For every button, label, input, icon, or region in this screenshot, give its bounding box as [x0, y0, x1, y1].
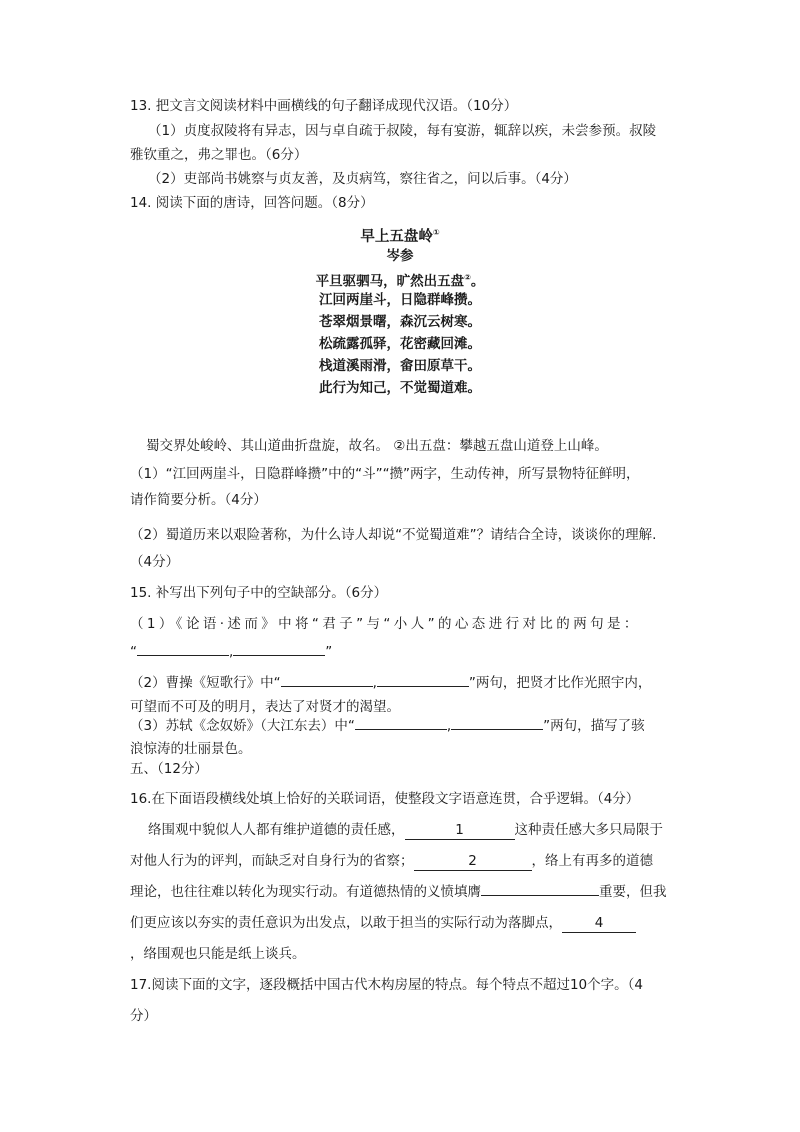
q16-para-line5: ，络围观也只能是纸上谈兵。: [130, 946, 306, 962]
poem-author: 岑参: [386, 248, 414, 264]
blank-16-3[interactable]: [481, 895, 599, 896]
q14-stem: 14. 阅读下面的唐诗，回答问题。（8分）: [130, 195, 374, 211]
q13-item2: （2）吏部尚书姚察与贞友善，及贞病笃，察往省之，问以后事。（4分）: [148, 171, 577, 187]
blank-15-1a[interactable]: [137, 655, 229, 656]
q16-para-line4: 们更应该以夯实的责任意识为出发点，以敢于担当的实际行动为落脚点， 4: [130, 913, 636, 933]
q15-item1: （1）《论语·述而》中将“君子”与“小人”的心态进行对比的两句是：: [130, 616, 641, 632]
poem-line-3: 苍翠烟景曙，森沉云树寒。: [319, 314, 481, 330]
poem-title: 早上五盘岭①: [360, 228, 440, 245]
q15-item1-blanks: “ , ”: [130, 644, 333, 660]
q13-stem: 13. 把文言文阅读材料中画横线的句子翻译成现代汉语。（10分）: [130, 98, 518, 114]
q16-para-line2: 对他人行为的评判，而缺乏对自身行为的省察； 2 ，络上有再多的道德: [130, 853, 653, 869]
poem-line-1: 平旦驱驷马，旷然出五盘②。: [315, 273, 485, 290]
blank-15-2b[interactable]: [377, 686, 469, 687]
blank-16-1[interactable]: 1: [405, 822, 515, 840]
q13-item1-line1: （1）贞度叔陵将有异志，因与卓自疏于叔陵，每有宴游，辄辞以疾，未尝参预。叔陵: [148, 123, 657, 139]
q14-sub2-line2: （4分）: [130, 554, 180, 570]
q15-stem: 15. 补写出下列句子中的空缺部分。（6分）: [130, 585, 388, 601]
q17-stem: 17.阅读下面的文字，逐段概括中国古代木构房屋的特点。每个特点不超过10个字。（4: [130, 977, 643, 993]
poem-footnote: 蜀交界处峻岭、其山道曲折盘旋，故名。 ②出五盘：攀越五盘山道登上山峰。: [146, 438, 608, 454]
q16-stem: 16.在下面语段横线处填上恰好的关联词语，使整段文字语意连贯，合乎逻辑。（4分）: [130, 791, 640, 807]
section-5-heading: 五、（12分）: [130, 761, 208, 777]
blank-16-4[interactable]: 4: [562, 915, 636, 933]
q15-item3-line2: 浪惊涛的壮丽景色。: [130, 741, 252, 757]
blank-15-3a[interactable]: [355, 729, 447, 730]
q14-sub1-line2: 请作简要分析。（4分）: [130, 492, 267, 508]
q14-sub2-line1: （2）蜀道历来以艰险著称，为什么诗人却说“不觉蜀道难”？请结合全诗，谈谈你的理解.: [130, 527, 657, 543]
poem-line-4: 松疏露孤驿，花密藏回滩。: [319, 336, 481, 352]
footnote-mark-1: ①: [432, 228, 440, 237]
poem-line-5: 栈道溪雨滑，畲田原草干。: [319, 358, 481, 374]
blank-15-1b[interactable]: [233, 655, 325, 656]
q15-item3: （3）苏轼《念奴娇》（大江东去）中“ , ”两句，描写了骇: [130, 718, 645, 734]
blank-15-3b[interactable]: [451, 729, 543, 730]
blank-15-2a[interactable]: [281, 686, 373, 687]
q15-item2-line2: 可望而不可及的明月，表达了对贤才的渴望。: [130, 699, 400, 715]
footnote-mark-2: ②: [464, 273, 471, 282]
q15-item2: （2）曹操《短歌行》中“ , ”两句，把贤才比作光照宇内，: [130, 675, 652, 691]
q16-para-line3: 理论，也往往难以转化为现实行动。有道德热情的义愤填膺 重要，但我: [130, 884, 667, 900]
q17-stem-line2: 分）: [130, 1008, 157, 1024]
q16-para-line1: 络围观中貌似人人都有维护道德的责任感， 1 这种责任感大多只局限于: [148, 822, 663, 838]
q13-item1-line2: 雅钦重之，弗之罪也。（6分）: [130, 147, 308, 163]
blank-16-2[interactable]: 2: [414, 853, 532, 871]
poem-line-2: 江回两崖斗，日隐群峰攒。: [319, 292, 481, 308]
q14-sub1-line1: （1）“江回两崖斗，日隐群峰攒”中的“斗”“攒”两字，生动传神，所写景物特征鲜明，: [130, 466, 640, 482]
poem-line-6: 此行为知己，不觉蜀道难。: [319, 380, 481, 396]
